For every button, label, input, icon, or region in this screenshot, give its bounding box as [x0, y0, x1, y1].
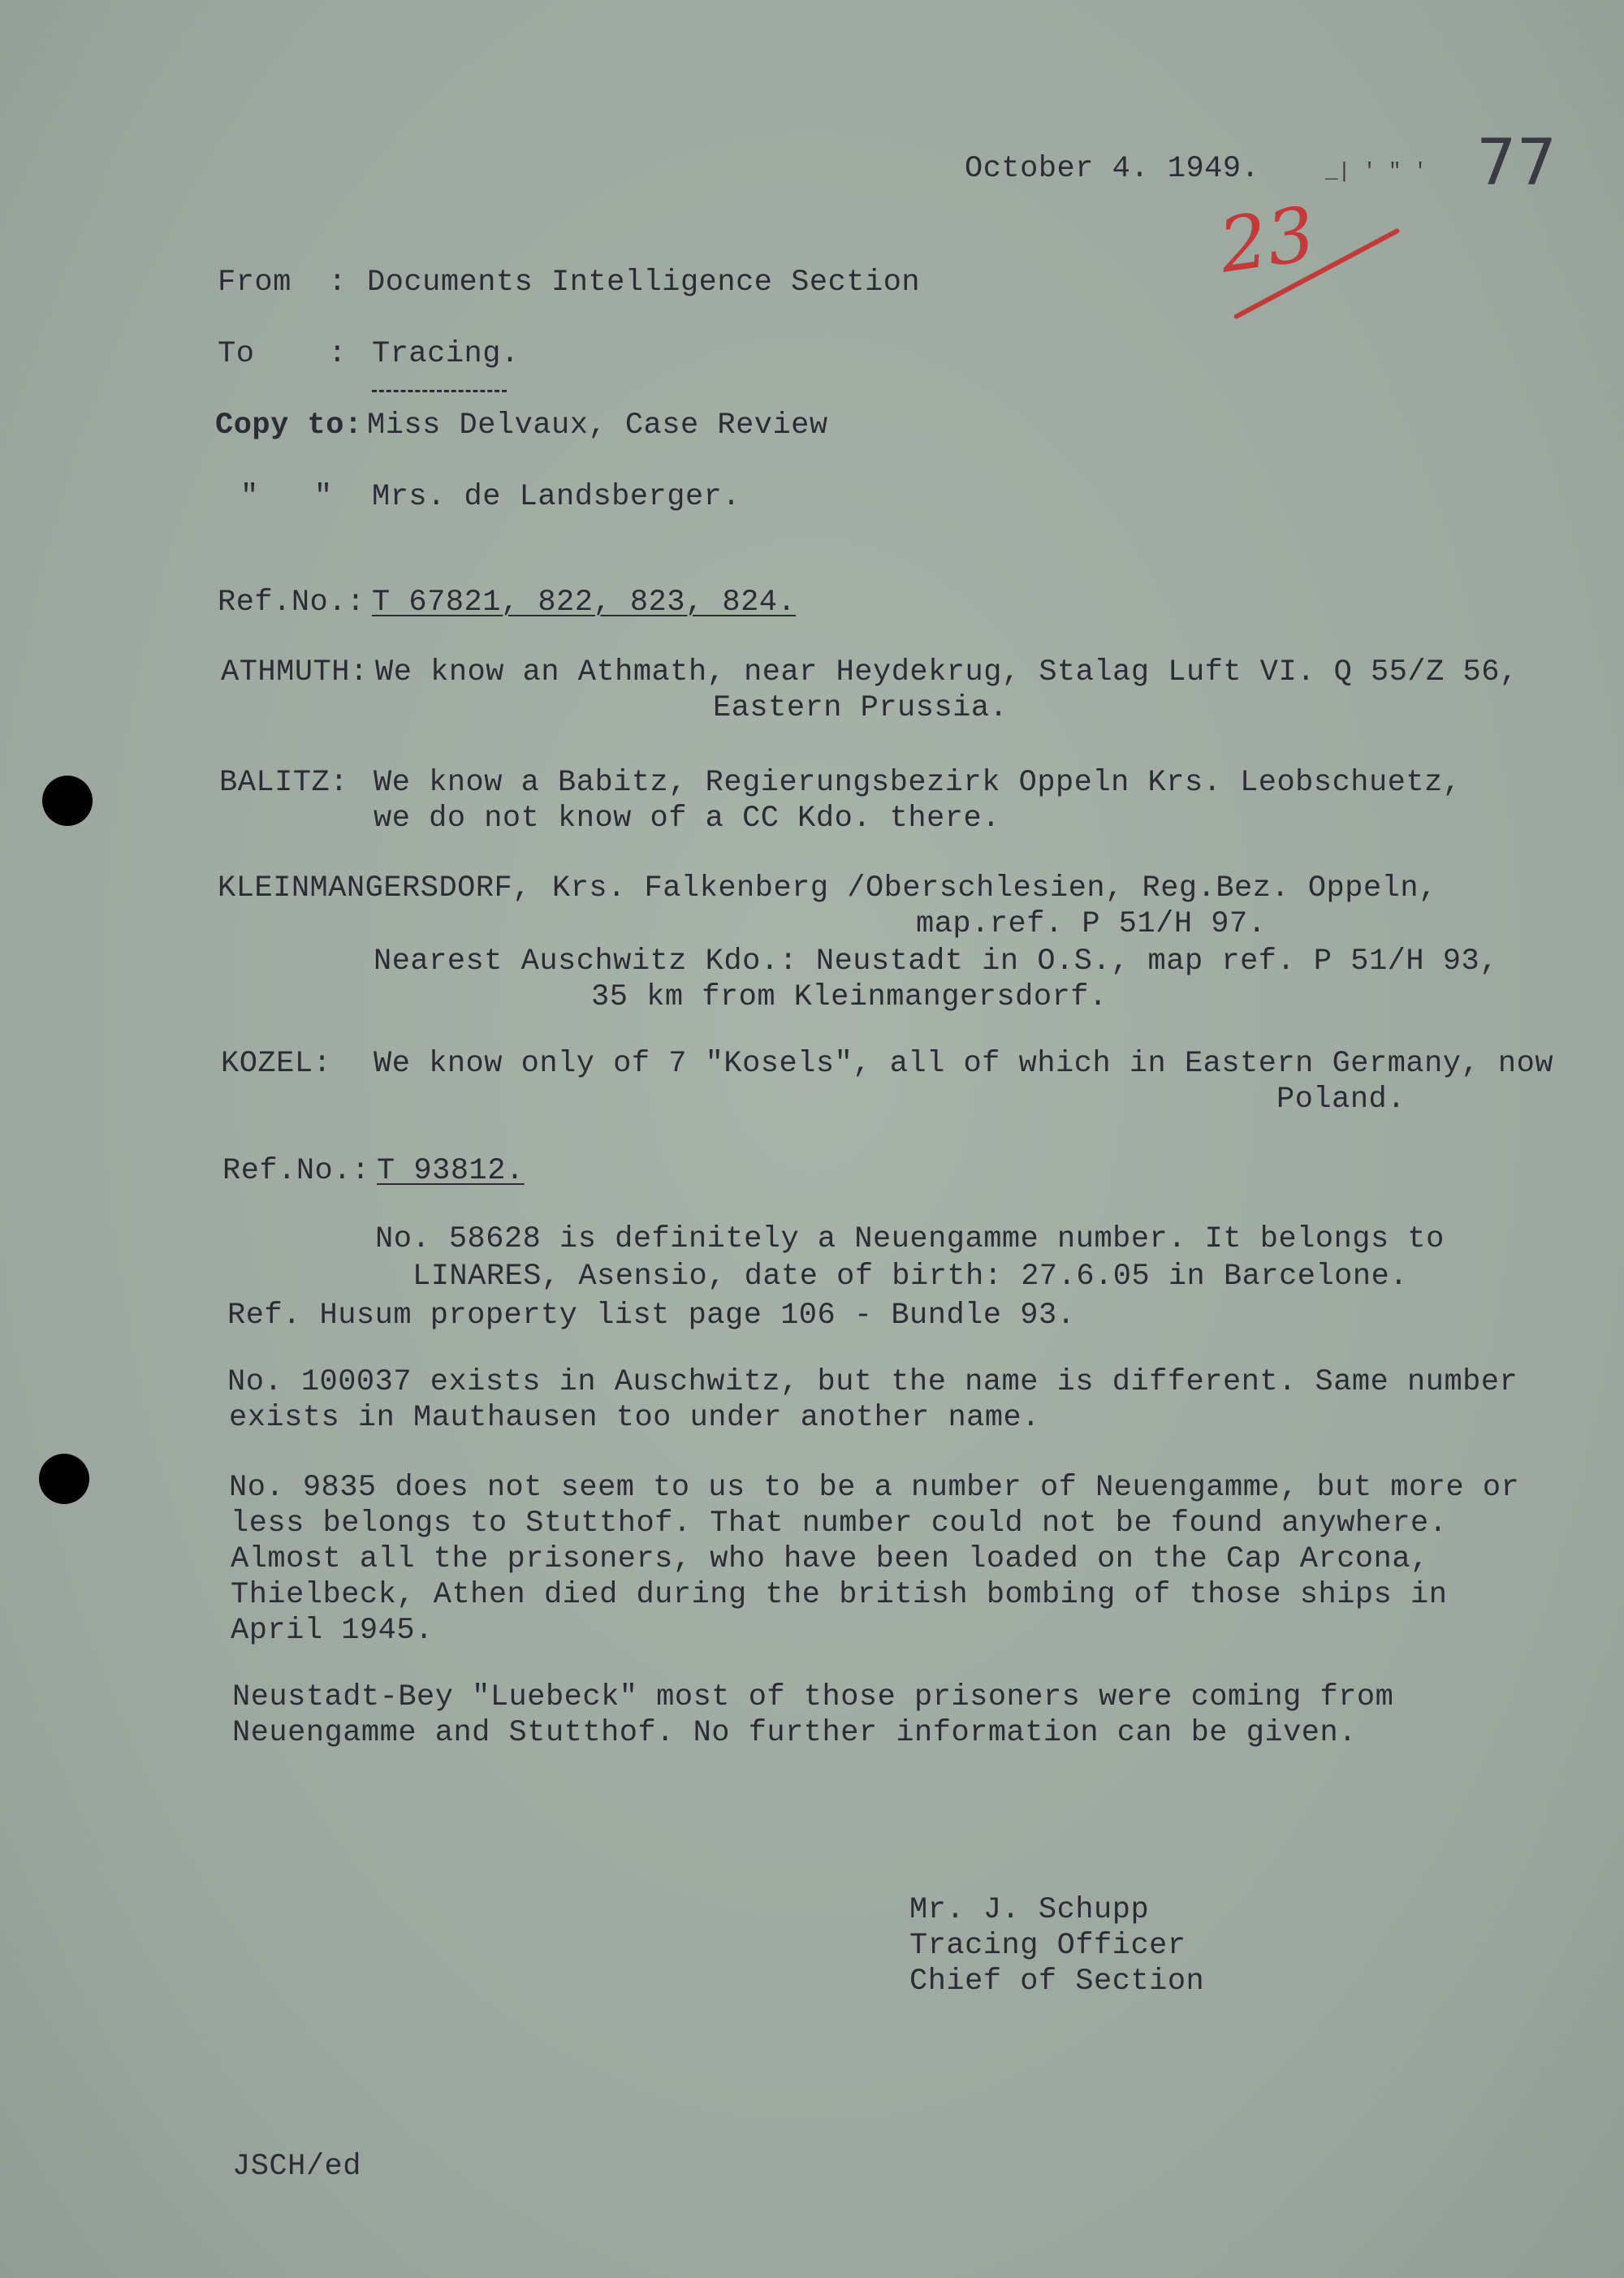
entry-kleinmangersdorf-line3: Nearest Auschwitz Kdo.: Neustadt in O.S., map ref. P 51/H 93,	[374, 944, 1498, 979]
punch-hole-top	[42, 776, 93, 826]
paragraph-3-line-5: April 1945.	[231, 1614, 434, 1648]
paragraph-2-line-1: No. 100037 exists in Auschwitz, but the name is different. Same number	[227, 1365, 1518, 1399]
paragraph-3-line-2: less belongs to Stutthof. That number could not be found anywhere.	[231, 1506, 1448, 1541]
copy-to-value: Miss Delvaux, Case Review	[367, 408, 828, 443]
entry-kleinmangersdorf-line2: map.ref. P 51/H 97.	[916, 907, 1267, 941]
ref-label-1: Ref.No.:	[218, 586, 365, 620]
entry-athmuth-line2: Eastern Prussia.	[713, 691, 1009, 725]
entry-athmuth-label: ATHMUTH:	[221, 655, 369, 689]
paragraph-1-line-3: Ref. Husum property list page 106 - Bundle 93.	[227, 1299, 1076, 1333]
ref-value-2: T 93812.	[377, 1154, 525, 1188]
ref-label-2: Ref.No.:	[222, 1154, 370, 1188]
to-underline	[372, 390, 507, 392]
signature-name: Mr. J. Schupp	[909, 1893, 1150, 1927]
paragraph-1-line-2: LINARES, Asensio, date of birth: 27.6.05 in Barcelone.	[412, 1260, 1408, 1294]
copy-to-label: Copy to:	[215, 408, 363, 443]
reference-initials: JSCH/ed	[232, 2150, 361, 2184]
signature-title-1: Tracing Officer	[909, 1929, 1186, 1963]
entry-kozel-line1: We know only of 7 "Kosels", all of which in Eastern Germany, now	[374, 1047, 1554, 1081]
ditto-marks: " "	[240, 480, 333, 514]
letter-date: October 4. 1949.	[965, 152, 1260, 186]
page-number: 77	[1476, 127, 1557, 200]
signature-title-2: Chief of Section	[909, 1965, 1205, 1999]
entry-athmuth-line1: We know an Athmath, near Heydekrug, Stalag Luft VI. Q 55/Z 56,	[375, 655, 1518, 689]
to-value: Tracing.	[372, 337, 520, 371]
entry-kozel-label: KOZEL:	[221, 1047, 332, 1081]
to-label: To :	[218, 337, 347, 371]
stamp-marks: _| ' " '	[1325, 159, 1427, 184]
handwritten-number: 23	[1214, 190, 1320, 290]
entry-balitz-line2: we do not know of a CC Kdo. there.	[374, 802, 1000, 836]
paragraph-4-line-1: Neustadt-Bey "Luebeck" most of those prisoners were coming from	[232, 1680, 1394, 1714]
paragraph-3-line-3: Almost all the prisoners, who have been loaded on the Cap Arcona,	[231, 1542, 1429, 1576]
from-value: Documents Intelligence Section	[367, 266, 921, 300]
entry-kleinmangersdorf-label: KLEINMANGERSDORF,	[218, 871, 531, 906]
entry-kleinmangersdorf-line4: 35 km from Kleinmangersdorf.	[591, 980, 1108, 1014]
from-label: From :	[218, 266, 347, 300]
paragraph-3-line-4: Thielbeck, Athen died during the british bombing of those ships in	[231, 1578, 1448, 1612]
punch-hole-bottom	[39, 1454, 89, 1504]
entry-kleinmangersdorf-line1: Krs. Falkenberg /Oberschlesien, Reg.Bez. Oppeln,	[552, 871, 1437, 906]
paragraph-4-line-2: Neuengamme and Stutthof. No further information can be given.	[232, 1716, 1357, 1750]
paragraph-3-line-1: No. 9835 does not seem to us to be a number of Neuengamme, but more or	[229, 1471, 1520, 1505]
paragraph-1-line-1: No. 58628 is definitely a Neuengamme number. It belongs to	[375, 1222, 1445, 1256]
entry-kozel-line2: Poland.	[1276, 1083, 1406, 1117]
copy-to-second: Mrs. de Landsberger.	[372, 480, 741, 514]
entry-balitz-label: BALITZ:	[219, 766, 348, 800]
ref-value-1: T 67821, 822, 823, 824.	[372, 586, 797, 620]
paragraph-2-line-2: exists in Mauthausen too under another name.	[229, 1401, 1040, 1435]
entry-balitz-line1: We know a Babitz, Regierungsbezirk Oppeln Krs. Leobschuetz,	[374, 766, 1462, 800]
